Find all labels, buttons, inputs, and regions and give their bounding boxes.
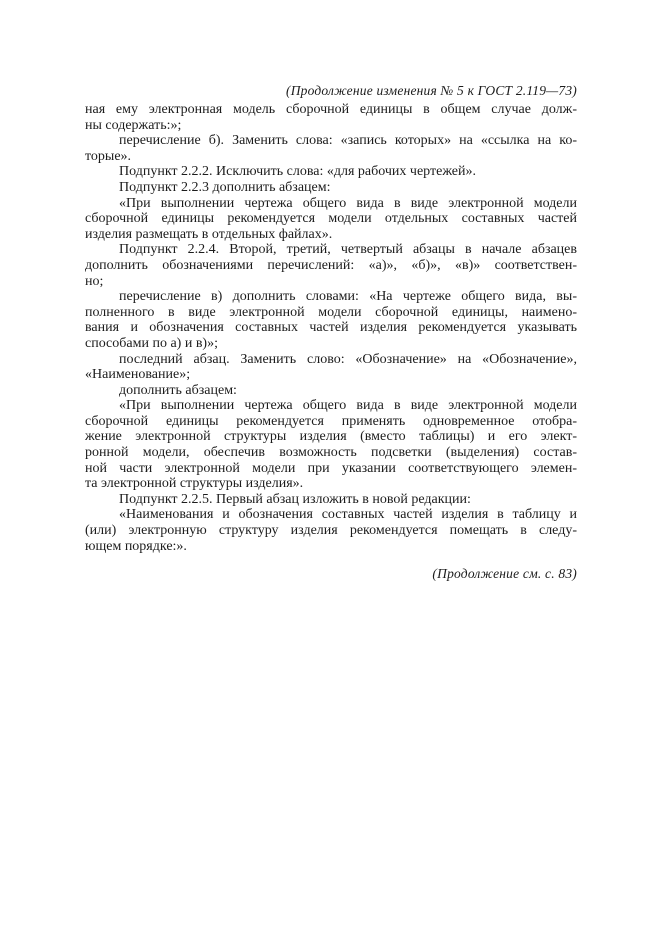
text-line: «При выполнении чертежа общего вида в виде электронной модели (119, 398, 577, 414)
text-line: Подпункт 2.2.3 дополнить абзацем: (119, 179, 331, 195)
text-line: ная ему электронная модель сборочной единицы в общем случае долж- (85, 102, 577, 117)
text-line: но; (85, 273, 104, 289)
document-body (85, 102, 577, 554)
page-content (85, 83, 577, 581)
text-line: сборочной единицы рекомендуется модели отдельных составных частей (85, 211, 577, 227)
text-line: полненного в виде электронной модели сборочной единицы, наимено- (85, 304, 577, 320)
text-line: (или) электронную структуру изделия рекомендуется помещать в следу- (85, 523, 577, 539)
text-line: торые». (85, 148, 132, 164)
text-line: «При выполнении чертежа общего вида в виде электронной модели (119, 195, 577, 211)
text-line: перечисление б). Заменить слова: «запись которых» на «ссылка на ко- (119, 133, 577, 149)
text-line: последний абзац. Заменить слово: «Обозначение» на «Обозначение», (119, 351, 577, 367)
text-line: ной части электронной модели при указании соответствующего элемен- (85, 460, 577, 476)
text-line: «Наименование»; (85, 367, 191, 383)
text-line: дополнить абзацем: (119, 382, 237, 398)
text-line: Подпункт 2.2.5. Первый абзац изложить в новой редакции: (119, 491, 471, 507)
footer-continuation-note: (Продолжение см. с. 83) (432, 566, 577, 582)
text-line: ны содержать:»; (85, 117, 182, 133)
text-line: ронной модели, обеспечив возможность подсветки (выделения) состав- (85, 445, 577, 461)
text-line: Подпункт 2.2.2. Исключить слова: «для рабочих чертежей». (119, 164, 477, 180)
text-line: изделия размещать в отдельных файлах». (85, 226, 333, 242)
text-line: Подпункт 2.2.4. Второй, третий, четвертый абзацы в начале абзацев (119, 242, 577, 258)
text-line: жение электронной структуры изделия (вместо таблицы) и его элект- (85, 429, 577, 445)
text-line: вания и обозначения составных частей изделия рекомендуется указывать (85, 320, 577, 336)
text-line: ющем порядке:». (85, 538, 187, 554)
text-line: «Наименования и обозначения составных частей изделия в таблицу и (119, 507, 577, 523)
text-line: способами по а) и в)»; (85, 335, 218, 351)
text-line: перечисление в) дополнить словами: «На чертеже общего вида, вы- (119, 289, 577, 305)
text-line: дополнить обозначениями перечислений: «а)», «б)», «в)» соответствен- (85, 257, 577, 273)
header-continuation-note: (Продолжение изменения № 5 к ГОСТ 2.119—73) (286, 83, 577, 98)
text-line: сборочной единицы рекомендуется применять одновременное отобра- (85, 413, 577, 429)
text-line: та электронной структуры изделия». (85, 476, 304, 492)
